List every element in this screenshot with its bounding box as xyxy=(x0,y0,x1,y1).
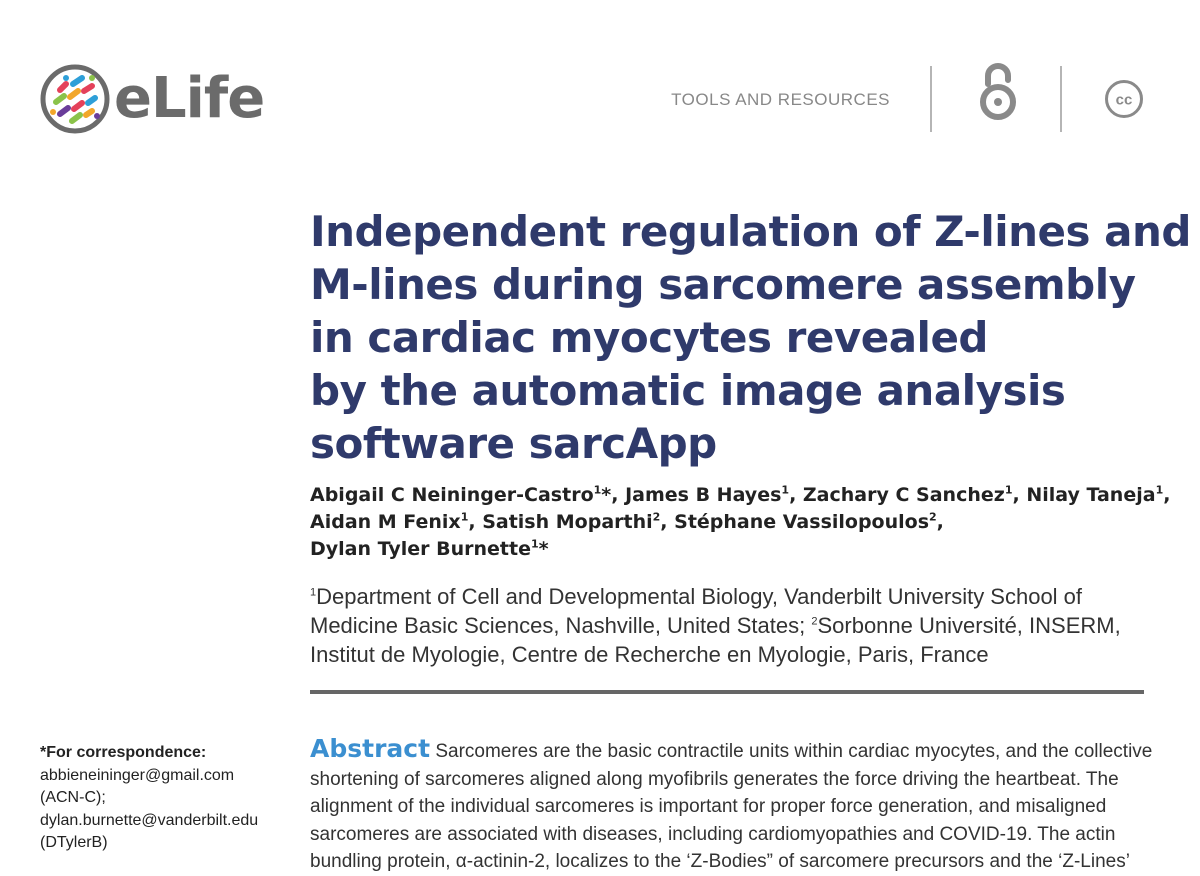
affiliation-text: Institut de Myologie, Centre de Recherche en Myologie, Paris, France xyxy=(310,642,989,667)
author-affiliation-sup: 1 xyxy=(1155,483,1164,497)
author-separator: *, xyxy=(601,484,626,506)
correspondence xyxy=(40,742,300,855)
elife-logo-text: eLife xyxy=(114,66,265,131)
author-separator: * xyxy=(538,538,549,560)
title-line: in cardiac myocytes revealed xyxy=(310,313,988,362)
author-name[interactable]: Zachary C Sanchez xyxy=(802,484,1005,506)
author-affiliation-sup: 1 xyxy=(460,510,469,524)
affiliation-line xyxy=(310,640,1170,669)
correspondence-label: *For correspondence: xyxy=(40,744,207,761)
author-separator: , xyxy=(468,511,483,533)
author-name[interactable]: Dylan Tyler Burnette xyxy=(310,538,531,560)
author-name[interactable]: James B Hayes xyxy=(625,484,782,506)
author-separator: , xyxy=(936,511,944,533)
author-list xyxy=(310,482,1170,563)
article-type: TOOLS AND RESOURCES xyxy=(671,90,890,109)
affiliation-text: Department of Cell and Developmental Biology, Vanderbilt University School of xyxy=(316,584,1083,609)
author-name[interactable]: Aidan M Fenix xyxy=(310,511,461,533)
correspondence-email[interactable]: abbieneininger@gmail.com xyxy=(40,766,235,784)
author-separator: , xyxy=(1012,484,1027,506)
affiliation-text: Medicine Basic Sciences, Nashville, United States; xyxy=(310,613,812,638)
author-separator: , xyxy=(1163,484,1171,506)
author-line xyxy=(310,509,1170,536)
author-separator: , xyxy=(660,511,675,533)
affiliation-line xyxy=(310,611,1170,640)
author-name[interactable]: Nilay Taneja xyxy=(1026,484,1156,506)
author-affiliation-sup: 2 xyxy=(929,510,937,524)
elife-logo[interactable] xyxy=(40,62,265,142)
affiliation-text: Sorbonne Université, INSERM, xyxy=(817,613,1121,638)
header-divider xyxy=(930,66,932,132)
open-access-icon xyxy=(975,60,1021,122)
author-name[interactable]: Satish Moparthi xyxy=(482,511,653,533)
abstract-line xyxy=(310,735,1170,766)
title-line: Independent regulation of Z-lines and xyxy=(310,207,1191,256)
author-affiliation-sup: 1 xyxy=(1004,483,1013,497)
abstract-label: Abstract xyxy=(310,734,431,763)
author-affiliation-sup: 1 xyxy=(781,483,790,497)
correspondence-email[interactable]: dylan.burnette@vanderbilt.edu xyxy=(40,811,259,829)
abstract-line: bundling protein, α-actinin-2, localizes to the ‘Z-Bodies” of sarcomere precursors and the ‘Z-Lines’ xyxy=(310,851,1130,872)
author-affiliation-sup: 1 xyxy=(530,537,539,551)
author-name[interactable]: Abigail C Neininger-Castro xyxy=(310,484,594,506)
title-line: by the automatic image analysis xyxy=(310,366,1066,415)
abstract xyxy=(310,735,1170,876)
affiliations xyxy=(310,582,1170,669)
author-affiliation-sup: 2 xyxy=(652,510,661,524)
author-affiliation-sup: 1 xyxy=(593,483,602,497)
section-divider xyxy=(310,690,1144,694)
header-divider xyxy=(1060,66,1062,132)
correspondence-initials: (ACN-C); xyxy=(40,789,106,806)
abstract-line: shortening of sarcomeres aligned along myofibrils generates the force driving the heartbeat. The xyxy=(310,768,1119,790)
elife-logo-mark-icon xyxy=(40,64,110,134)
author-line xyxy=(310,482,1170,509)
affiliation-sup: 1 xyxy=(310,586,317,599)
correspondence-initials: (DTylerB) xyxy=(40,834,108,851)
abstract-text: Sarcomeres are the basic contractile units within cardiac myocytes, and the collective xyxy=(435,741,1153,762)
cc-icon-text: cc xyxy=(1115,91,1133,109)
title-line: M-lines during sarcomere assembly xyxy=(310,260,1136,309)
abstract-line: sarcomeres are associated with diseases, including cardiomyopathies and COVID-19. The actin xyxy=(310,823,1116,845)
author-name[interactable]: Stéphane Vassilopoulos xyxy=(674,511,930,533)
author-separator: , xyxy=(789,484,803,506)
article-title xyxy=(310,205,1191,470)
author-line xyxy=(310,536,1170,563)
abstract-line: alignment of the individual sarcomeres is important for proper force generation, and misaligned xyxy=(310,796,1107,817)
affiliation-line xyxy=(310,582,1170,611)
affiliation-sup: 2 xyxy=(811,615,818,628)
creative-commons-icon xyxy=(1104,79,1144,119)
title-line: software sarcApp xyxy=(310,419,717,468)
